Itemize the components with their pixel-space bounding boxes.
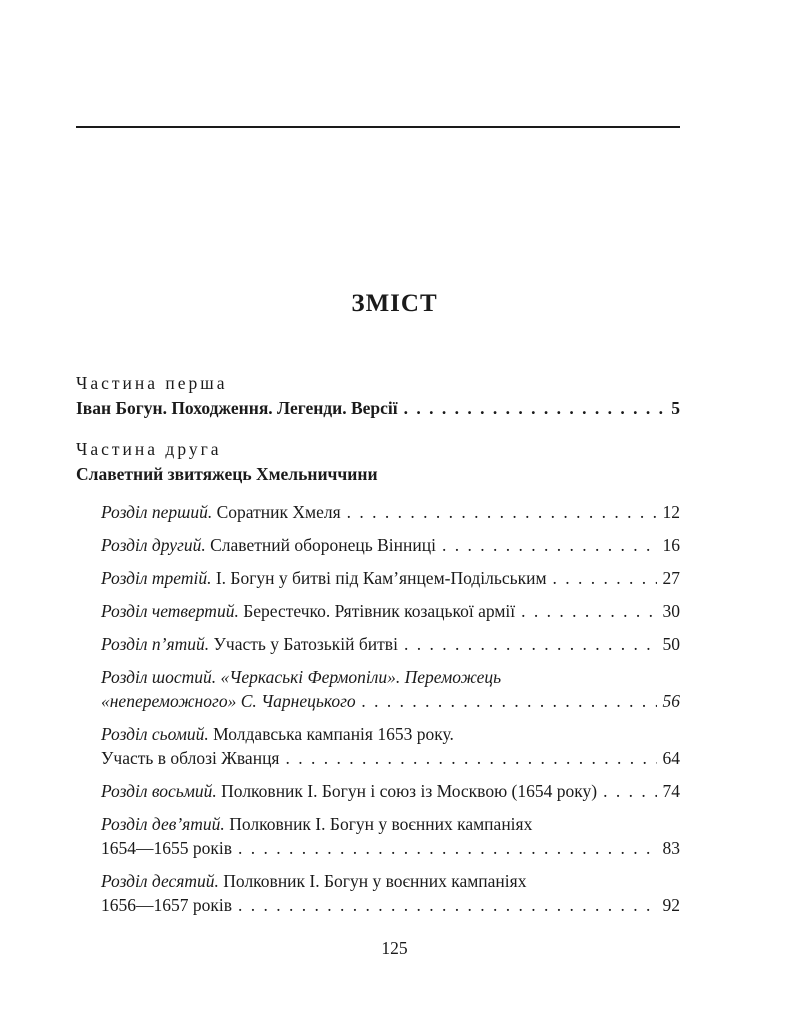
chapter-name: Розділ восьмий.: [101, 781, 217, 801]
part1-title: Іван Богун. Походження. Легенди. Версії: [76, 398, 398, 418]
chapter-title: І. Богун у битві під Кам’янцем-Подільським: [211, 568, 547, 588]
chapter-page: 74: [662, 781, 680, 801]
part1-entry: [76, 396, 680, 420]
chapter-entry: [76, 869, 680, 917]
chapter-page: 12: [662, 502, 680, 522]
chapter-title-cont: «непереможного» С. Чарнецького: [101, 691, 356, 711]
chapter-page: 50: [662, 634, 680, 654]
leader-dots: [521, 599, 656, 623]
chapter-page: 83: [662, 838, 680, 858]
chapter-title: Молдавська кампанія 1653 року.: [208, 724, 454, 744]
chapter-page: 64: [662, 748, 680, 768]
chapter-entry: [76, 566, 680, 590]
chapter-title: Славетний оборонець Вінниці: [205, 535, 436, 555]
leader-dots: [404, 632, 657, 656]
chapter-name: Розділ сьомий.: [101, 724, 209, 744]
chapter-entry: [76, 812, 680, 860]
chapter-entry: [76, 533, 680, 557]
chapter-page: 27: [662, 568, 680, 588]
chapter-title-cont: 1656—1657 років: [101, 895, 233, 915]
chapter-name: Розділ шостий.: [101, 667, 217, 687]
chapter-title: Берестечко. Рятівник козацької армії: [238, 601, 516, 621]
top-rule: [76, 126, 680, 128]
leader-dots: [238, 893, 656, 917]
chapter-entry: [76, 779, 680, 803]
chapter-name: Розділ четвертий.: [101, 601, 239, 621]
leader-dots: [603, 779, 656, 803]
chapter-page: 56: [662, 691, 680, 711]
chapter-name: Розділ п’ятий.: [101, 634, 210, 654]
chapter-title: Соратник Хмеля: [212, 502, 341, 522]
chapter-title: Участь у Батозькій битві: [209, 634, 398, 654]
chapter-name: Розділ перший.: [101, 502, 213, 522]
chapter-entry: [76, 599, 680, 623]
leader-dots: [347, 500, 657, 524]
part1-label: Частина перша: [76, 373, 228, 393]
chapter-entry: [76, 632, 680, 656]
chapter-title-cont: Участь в облозі Жванця: [101, 748, 280, 768]
part1-page: 5: [671, 398, 680, 418]
table-of-contents: [76, 370, 680, 917]
leader-dots: [553, 566, 657, 590]
chapter-name: Розділ третій.: [101, 568, 212, 588]
chapter-title: «Черкаські Фермопіли». Переможець: [216, 667, 502, 687]
page-title: ЗМІСТ: [351, 290, 438, 317]
leader-dots: [404, 396, 666, 420]
chapter-title-cont: 1654—1655 років: [101, 838, 233, 858]
leader-dots: [238, 836, 656, 860]
page-number: 125: [381, 938, 408, 958]
chapter-title: Полковник І. Богун у воєнних кампаніях: [224, 814, 533, 834]
chapter-entry: [76, 722, 680, 770]
part2-label: Частина друга: [76, 439, 222, 459]
leader-dots: [362, 689, 657, 713]
chapter-name: Розділ десятий.: [101, 871, 219, 891]
chapter-page: 16: [662, 535, 680, 555]
chapter-name: Розділ дев’ятий.: [101, 814, 225, 834]
chapter-entry: [76, 665, 680, 713]
chapter-name: Розділ другий.: [101, 535, 206, 555]
chapter-entry: [76, 500, 680, 524]
part2-title: Славетний звитяжець Хмельниччини: [76, 464, 378, 484]
chapter-title: Полковник І. Богун у воєнних кампаніях: [218, 871, 527, 891]
chapter-title: Полковник І. Богун і союз із Москвою (1654 року): [216, 781, 598, 801]
leader-dots: [442, 533, 657, 557]
chapter-page: 30: [662, 601, 680, 621]
chapter-page: 92: [662, 895, 680, 915]
leader-dots: [285, 746, 656, 770]
